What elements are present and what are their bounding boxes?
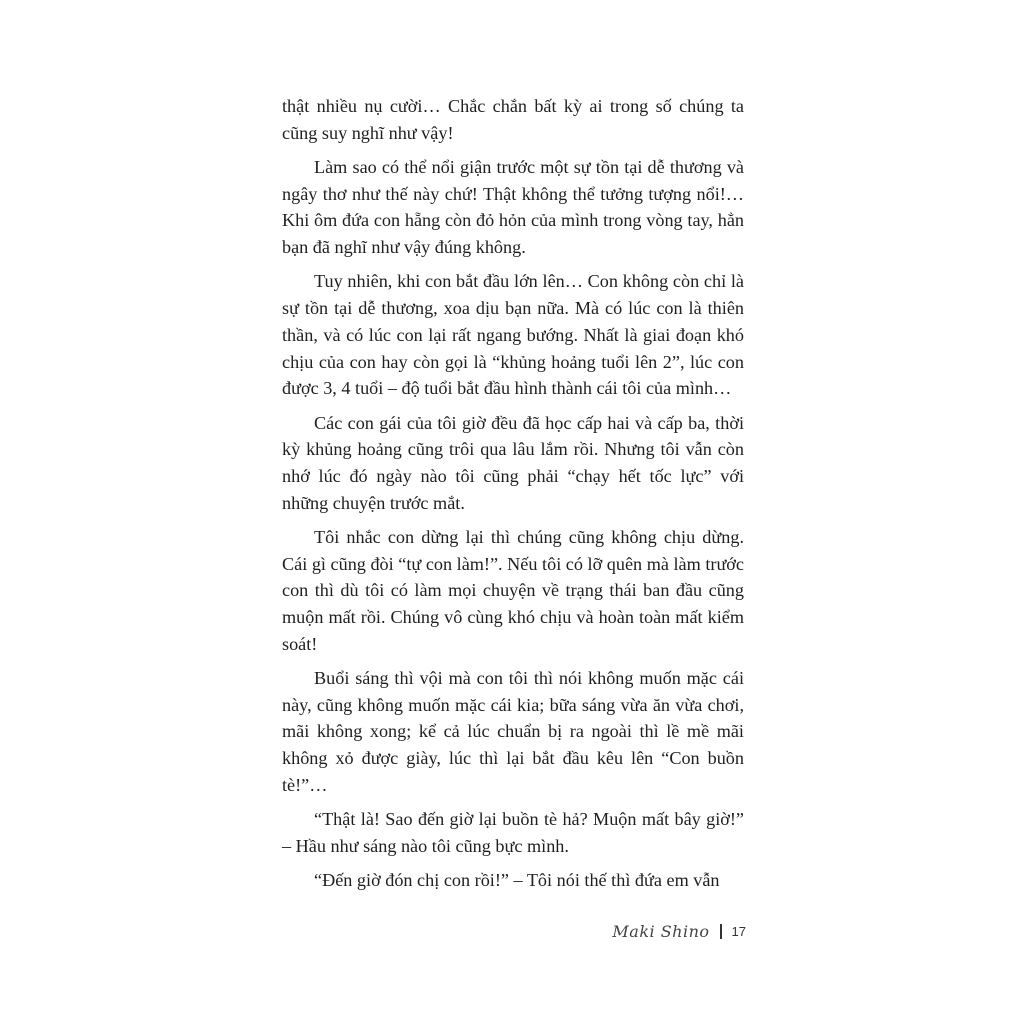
paragraph-2: Làm sao có thể nổi giận trước một sự tồn tại dễ thương và ngây thơ như thế này chứ! Thật không thể tưởng tượng nổi!… Khi ôm đứa con hẵng còn đỏ hỏn của mình trong vòng tay, hẳn bạn đã nghĩ như vậy đúng không. bbox=[282, 157, 744, 258]
paragraph-6: Buổi sáng thì vội mà con tôi thì nói không muốn mặc cái này, cũng không muốn mặc cái kia; bữa sáng vừa ăn vừa chơi, mãi không xong; kể cả lúc chuẩn bị ra ngoài thì lề mề mãi không xỏ được giày, lúc thì lại bắt đầu kêu lên “Con buồn tè!”… bbox=[282, 668, 744, 795]
paragraph-8: “Đến giờ đón chị con rồi!” – Tôi nói thế thì đứa em vẫn bbox=[314, 870, 720, 891]
body-text bbox=[282, 93, 744, 901]
paragraph-1: thật nhiều nụ cười… Chắc chắn bất kỳ ai trong số chúng ta cũng suy nghĩ như vậy! bbox=[282, 96, 744, 143]
author-signature: Maki Shino bbox=[612, 922, 710, 941]
page-footer bbox=[612, 922, 746, 941]
paragraph-3: Tuy nhiên, khi con bắt đầu lớn lên… Con không còn chỉ là sự tồn tại dễ thương, xoa dịu bạn nữa. Mà có lúc con là thiên thần, và có lúc con lại rất ngang bướng. Nhất là giai đoạn khó chịu của con hay còn gọi là “khủng hoảng tuổi lên 2”, lúc con được 3, 4 tuổi – độ tuổi bắt đầu hình thành cái tôi của mình… bbox=[282, 271, 744, 399]
paragraph-7: “Thật là! Sao đến giờ lại buồn tè hả? Muộn mất bây giờ!” – Hầu như sáng nào tôi cũng bực mình. bbox=[282, 809, 744, 856]
footer-divider bbox=[720, 924, 722, 939]
paragraph-4: Các con gái của tôi giờ đều đã học cấp hai và cấp ba, thời kỳ khủng hoảng cũng trôi qua lâu lắm rồi. Nhưng tôi vẫn còn nhớ lúc đó ngày nào tôi cũng phải “chạy hết tốc lực” với những chuyện trước mắt. bbox=[282, 412, 744, 513]
paragraph-5: Tôi nhắc con dừng lại thì chúng cũng không chịu dừng. Cái gì cũng đòi “tự con làm!”. Nếu tôi có lỡ quên mà làm trước con thì dù tôi có làm mọi chuyện về trạng thái ban đầu cũng muộn mất rồi. Chúng vô cùng khó chịu và hoàn toàn mất kiểm soát! bbox=[282, 526, 744, 654]
page-number: 17 bbox=[731, 924, 746, 939]
